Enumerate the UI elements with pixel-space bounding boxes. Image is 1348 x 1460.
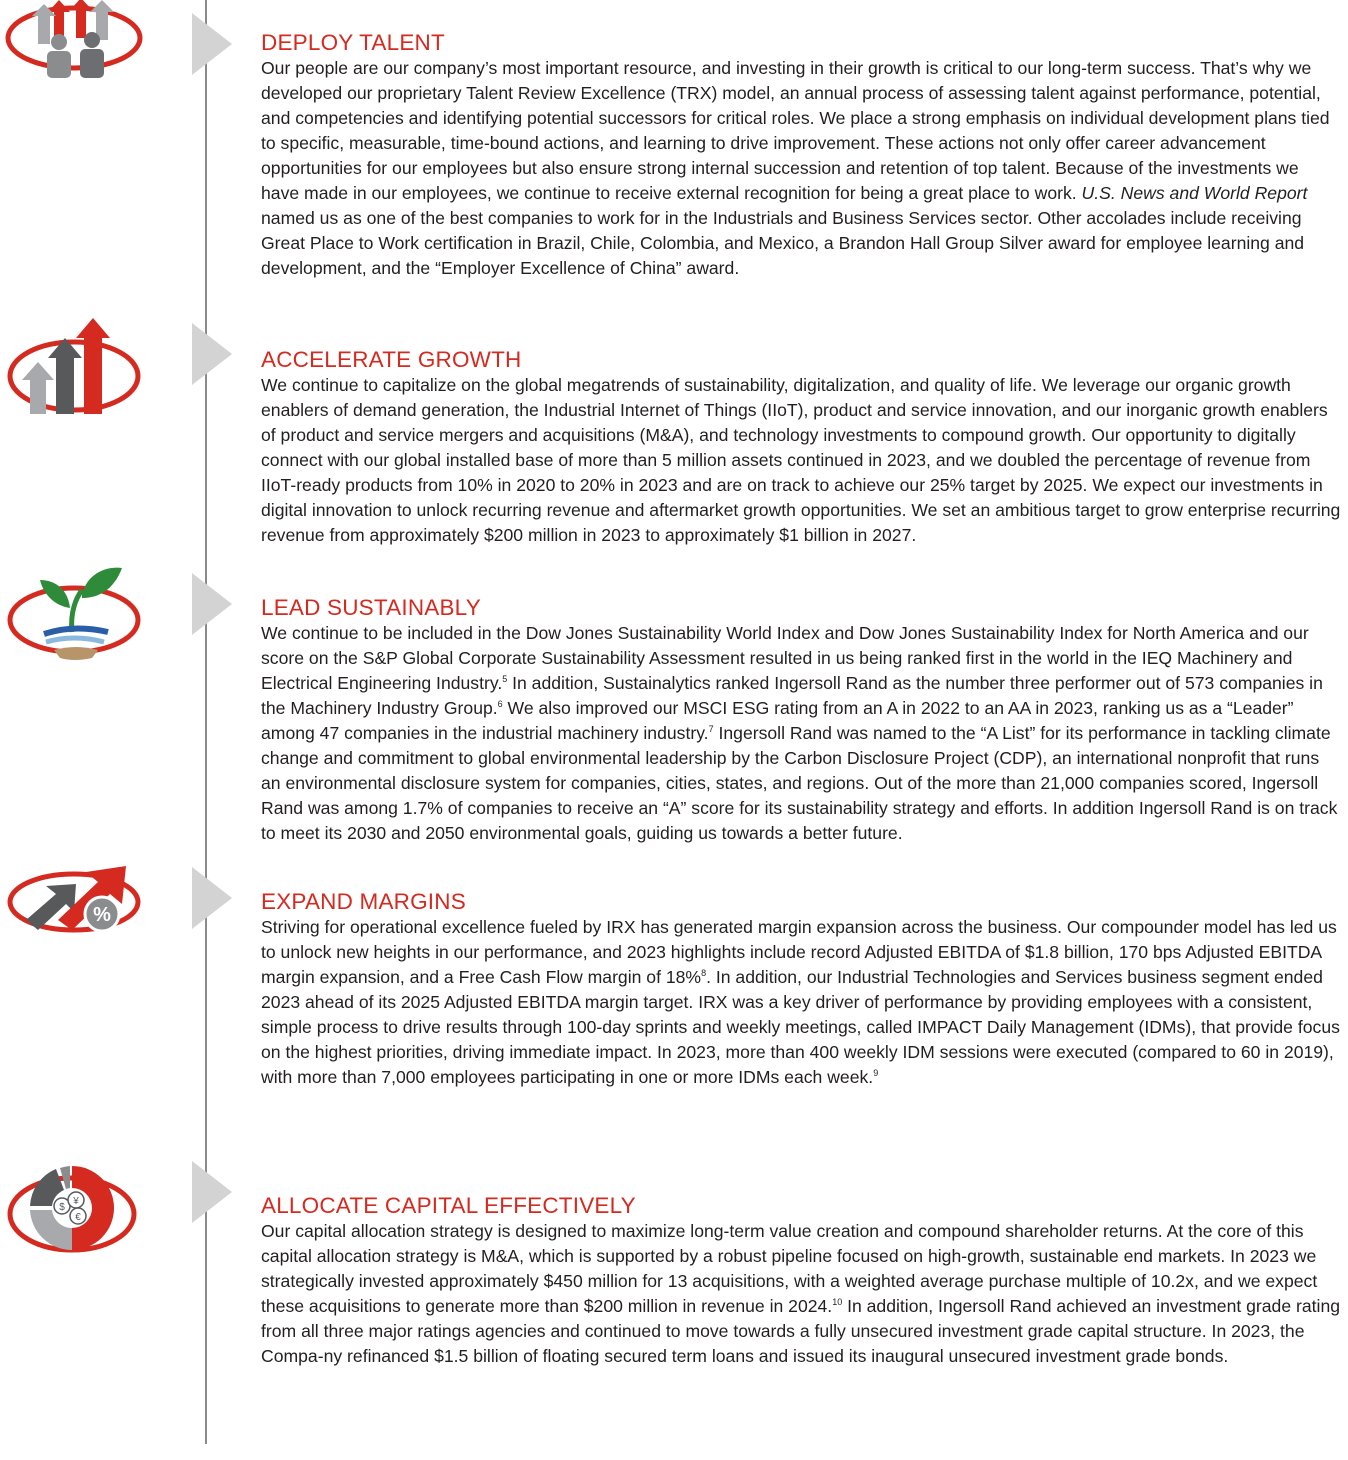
svg-text:€: € [75, 1212, 81, 1223]
section-body: We continue to be included in the Dow Jones Sustainability World Index and Dow Jones Sustainability Index for North America and our score on the S&P Global Corporate Sustainability Assessment resulted in us being ranked first in the world in the IEQ Machinery and Electrical Engineering Industry.$^5$ In addition, Sustainalytics ranked Ingersoll Rand as the number three performer out of 573 companies in the Machinery Industry Group.$^6$ We also improved our MSCI ESG rating from an A in 2022 to an AA in 2023, ranking us as a “Leader” among 47 companies in the industrial machinery industry.$^7$ Ingersoll Rand was named to the “A List” for its performance in tackling climate change and commitment to global environmental leadership by the Carbon Disclosure Project (CDP), an international nonprofit that runs an environmental disclosure system for companies, cities, states, and regions. Out of the more than 21,000 companies scored, Ingersoll Rand was among 1.7% of companies to receive an “A” score for its sustainability strategy and efforts. In addition Ingersoll Rand is on track to meet its 2030 and 2050 environmental goals, guiding us towards a better future. [261, 623, 1338, 843]
svg-text:¥: ¥ [73, 1196, 79, 1207]
svg-text:%: % [93, 904, 111, 926]
section-expand-margins [261, 889, 1341, 1090]
section-body: Our capital allocation strategy is designed to maximize long-term value creation and compound shareholder returns. At the core of this capital allocation strategy is M&A, which is supported by a robust pipeline focused on high-growth, sustainable end markets. In 2023 we strategically invested approximately $450 million for 13 acquisitions, with a weighted average purchase multiple of 10.2x, and we expect these acquisitions to generate more than $200 million in revenue in 2024.10 In addition, Ingersoll Rand achieved an investment grade rating from all three major ratings agencies and continued to move towards a fully unsecured investment grade capital structure. In 2023, the Compa-ny refinanced $1.5 billion of floating secured term loans and issued its inaugural unsecured investment grade bonds. [261, 1221, 1341, 1366]
section-body: Striving for operational excellence fueled by IRX has generated margin expansion across the business. Our compounder model has led us to unlock new heights in our performance, and 2023 highlights include record Adjusted EBITDA of $1.8 billion, 170 bps Adjusted EBITDA margin expansion, and a Free Cash Flow margin of 18%$^8$. In addition, our Industrial Technologies and Services business segment ended 2023 ahead of its 2025 Adjusted EBITDA margin target. IRX was a key driver of performance by providing employees with a consistent, simple process to drive results through 100-day sprints and weekly meetings, called IMPACT Daily Management (IDMs), that provide focus on the highest priorities, driving immediate impact. In 2023, more than 400 weekly IDM sessions were executed (compared to 60 in 2019), with more than 7,000 employees participating in one or more IDMs each week.$^9$ [261, 917, 1340, 1087]
growth-arrows-icon [4, 316, 144, 418]
section-title: ALLOCATE CAPITAL EFFECTIVELY [261, 1193, 636, 1218]
footnote-ref: 9 [873, 1068, 879, 1078]
section-title: ACCELERATE GROWTH [261, 347, 522, 372]
section-body: Our people are our company’s most important resource, and investing in their growth is critical to our long-term success. That’s why we developed our proprietary Talent Review Excellence (TRX) model, an annual process of assessing talent against performance, potential, and competencies and identifying potential successors for critical roles. We place a strong emphasis on individual development plans tied to specific, measurable, time-bound actions, and learning to drive improvement. These actions not only offer career advancement opportunities for our employees but also ensure strong internal succession and retention of top talent. Because of the investments we have made in our employees, we continue to receive external recognition for being a great place to work. U.S. News and World Report named us as one of the best companies to work for in the Industrials and Business Services sector. Other accolades include receiving Great Place to Work certification in Brazil, Chile, Colombia, and Mexico, a Brandon Hall Group Silver award for employee learning and development, and the “Employer Excellence of China” award. [261, 58, 1330, 278]
footnote-ref: 8 [701, 968, 707, 978]
timeline-line [205, 0, 207, 1444]
talent-people-icon [4, 0, 144, 80]
margin-percent-icon [4, 858, 144, 940]
chevron-right-icon [192, 1161, 232, 1223]
section-title: DEPLOY TALENT [261, 30, 445, 55]
section-accelerate-growth [261, 347, 1341, 548]
chevron-right-icon [192, 867, 232, 929]
chevron-right-icon [192, 573, 232, 635]
footnote-ref: 7 [708, 724, 714, 734]
section-title: EXPAND MARGINS [261, 889, 466, 914]
sustainability-plant-icon [4, 562, 144, 662]
section-deploy-talent [261, 30, 1341, 281]
chevron-right-icon [192, 13, 232, 75]
footnote-ref: 6 [497, 699, 503, 709]
svg-text:$: $ [59, 1202, 65, 1213]
section-allocate-capital [261, 1193, 1341, 1369]
capital-pie-icon [4, 1158, 144, 1260]
footnote-ref: 5 [502, 674, 508, 684]
footnote-ref: 10 [832, 1297, 843, 1307]
section-title: LEAD SUSTAINABLY [261, 595, 481, 620]
section-lead-sustainably [261, 595, 1341, 846]
chevron-right-icon [192, 323, 232, 385]
section-body: We continue to capitalize on the global megatrends of sustainability, digitalization, and quality of life. We leverage our organic growth enablers of demand generation, the Industrial Internet of Things (IIoT), product and service innovation, and our inorganic growth enablers of product and service mergers and acquisitions (M&A), and technology investments to compound growth. Our opportunity to digitally connect with our global installed base of more than 5 million assets continued in 2023, and we doubled the percentage of revenue from IIoT-ready products from 10% in 2020 to 20% in 2023 and are on track to achieve our 25% target by 2025. We expect our investments in digital innovation to unlock recurring revenue and aftermarket growth opportunities. We set an ambitious target to grow enterprise recurring revenue from approximately $200 million in 2023 to approximately $1 billion in 2027. [261, 375, 1341, 545]
